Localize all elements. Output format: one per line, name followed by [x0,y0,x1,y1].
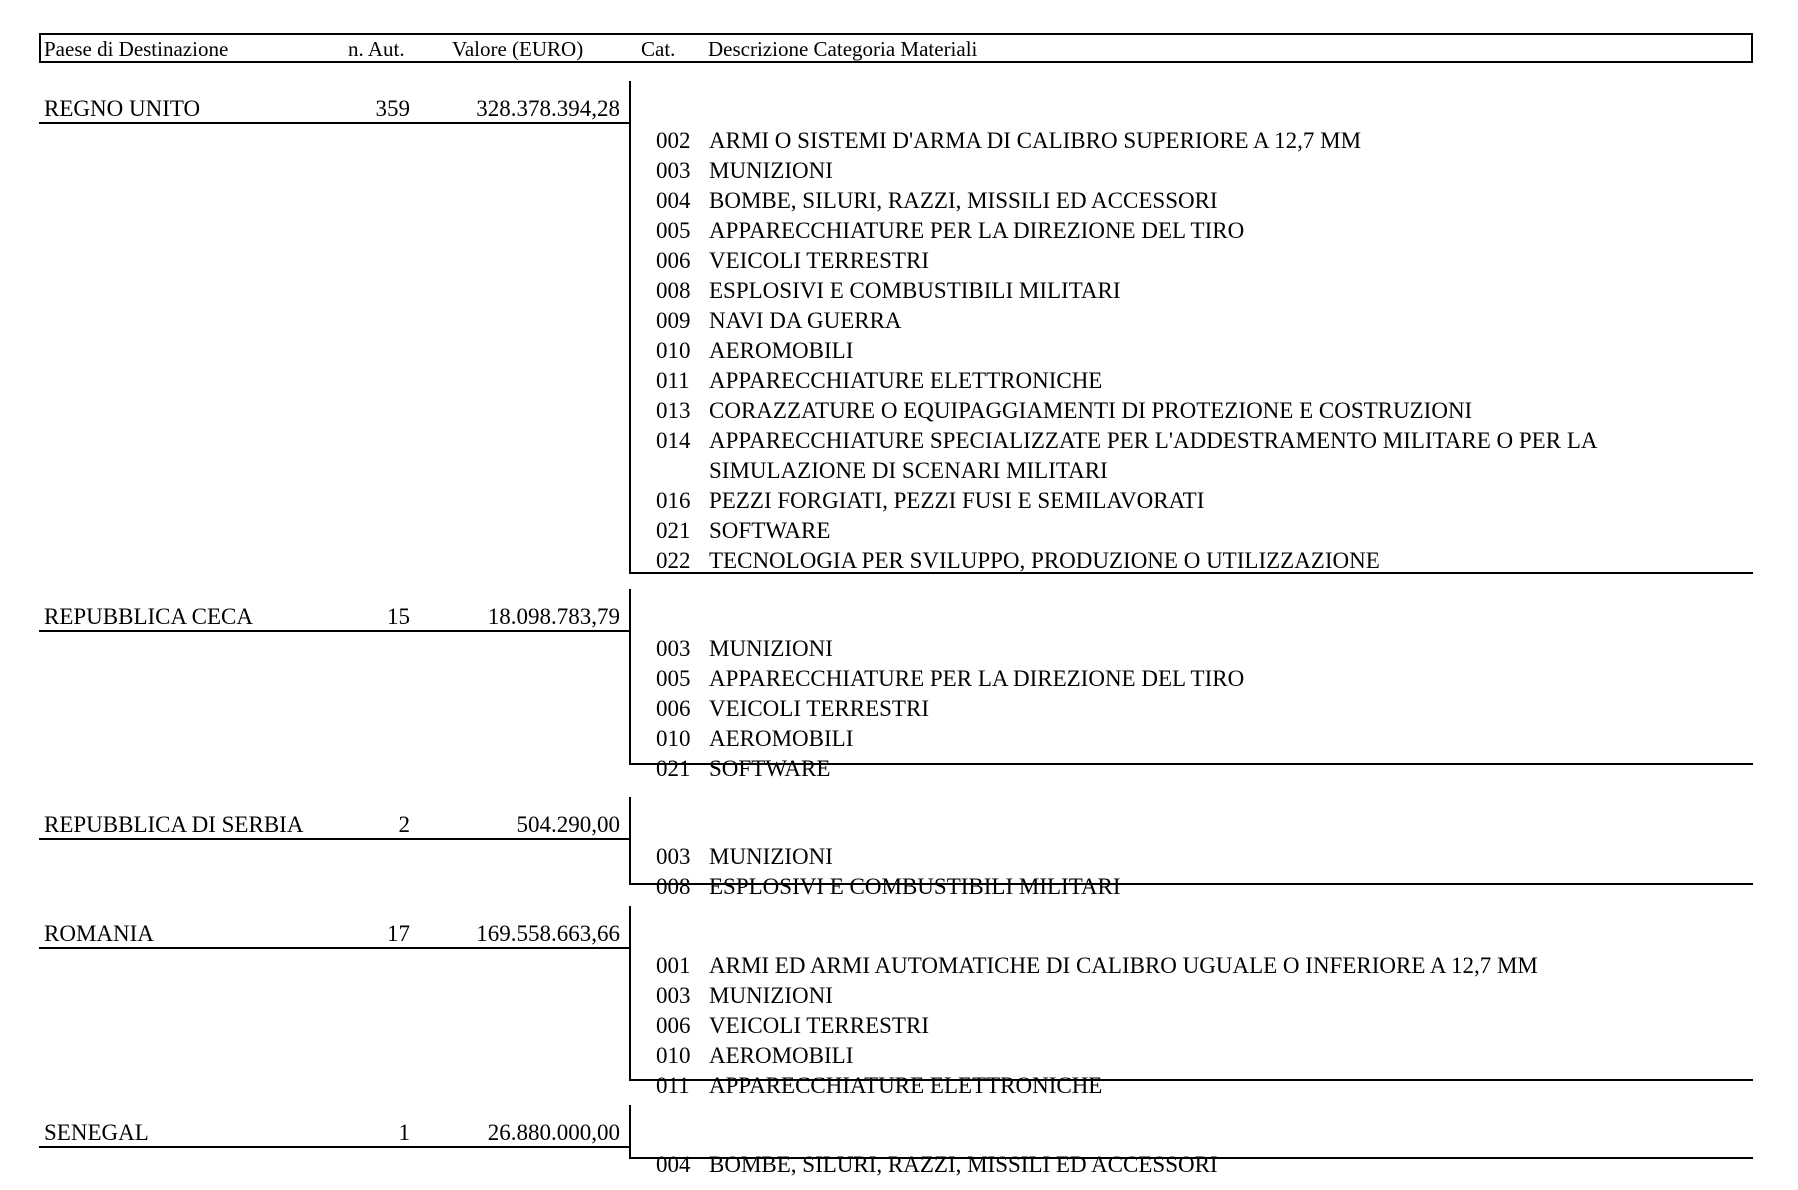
category-row [631,724,1753,754]
category-description: PEZZI FORGIATI, PEZZI FUSI E SEMILAVORATI [709,488,1205,513]
category-code: 003 [656,983,691,1008]
category-row [631,486,1753,516]
category-description: ARMI ED ARMI AUTOMATICHE DI CALIBRO UGUALE O INFERIORE A 12,7 MM [709,953,1538,978]
category-row [631,216,1753,246]
category-code: 005 [656,218,691,243]
category-description: AEROMOBILI [709,338,854,363]
category-code: 006 [656,248,691,273]
category-row [631,754,1753,784]
country-valore: 18.098.783,79 [487,604,620,629]
category-row [631,276,1753,306]
country-n-aut: 359 [375,96,410,121]
header-description: Descrizione Categoria Materiali [708,37,978,61]
category-description: APPARECCHIATURE PER LA DIREZIONE DEL TIRO [709,666,1245,691]
category-description: AEROMOBILI [709,1043,854,1068]
category-row [631,1041,1753,1071]
category-description: ESPLOSIVI E COMBUSTIBILI MILITARI [709,874,1121,899]
category-row [631,634,1753,664]
category-description: BOMBE, SILURI, RAZZI, MISSILI ED ACCESSORI [709,1152,1218,1177]
header-valore: Valore (EURO) [452,37,584,61]
category-description: VEICOLI TERRESTRI [709,1013,929,1038]
country-divider [39,947,630,949]
country-name: REGNO UNITO [44,96,201,121]
country-valore: 504.290,00 [516,812,620,837]
category-row [631,516,1753,546]
category-row [631,366,1753,396]
category-description: SOFTWARE [709,518,831,543]
country-n-aut: 15 [387,604,410,629]
category-row [631,1150,1753,1180]
category-row [631,872,1753,902]
category-code: 013 [656,398,691,423]
category-description: VEICOLI TERRESTRI [709,248,929,273]
category-row [631,951,1753,981]
category-code: 003 [656,844,691,869]
country-divider [39,838,630,840]
country-valore: 26.880.000,00 [487,1120,620,1145]
category-description: SOFTWARE [709,756,831,781]
category-code: 004 [656,188,691,213]
category-row [631,126,1753,156]
category-description: NAVI DA GUERRA [709,308,902,333]
category-row [631,1011,1753,1041]
category-description: AEROMOBILI [709,726,854,751]
category-list [631,126,1753,576]
category-code: 008 [656,874,691,899]
category-row [631,1071,1753,1101]
category-code: 014 [656,428,691,453]
country-n-aut: 17 [387,921,410,946]
category-code: 003 [656,636,691,661]
category-row [631,186,1753,216]
category-code: 016 [656,488,691,513]
category-description: MUNIZIONI [709,983,833,1008]
category-description: APPARECCHIATURE SPECIALIZZATE PER L'ADDESTRAMENTO MILITARE O PER LA SIMULAZIONE DI SCENARI MILITARI [709,428,1597,483]
category-list [631,951,1753,1101]
category-code: 011 [656,1073,690,1098]
category-box [629,81,1753,574]
category-row [631,396,1753,426]
category-box [629,797,1753,899]
category-description: ESPLOSIVI E COMBUSTIBILI MILITARI [709,278,1121,303]
category-code: 010 [656,726,691,751]
category-description: APPARECCHIATURE ELETTRONICHE [709,368,1103,393]
category-description: MUNIZIONI [709,158,833,183]
category-code: 006 [656,1013,691,1038]
country-name: REPUBBLICA DI SERBIA [44,812,304,837]
category-row [631,694,1753,724]
country-n-aut: 1 [398,1120,410,1145]
country-divider [39,630,630,632]
category-row [631,842,1753,872]
category-description: CORAZZATURE O EQUIPAGGIAMENTI DI PROTEZIONE E COSTRUZIONI [709,398,1473,423]
category-code: 010 [656,1043,691,1068]
category-code: 021 [656,518,691,543]
category-list [631,634,1753,784]
country-name: ROMANIA [44,921,154,946]
category-code: 008 [656,278,691,303]
category-description: TECNOLOGIA PER SVILUPPO, PRODUZIONE O UTILIZZAZIONE [709,548,1380,573]
country-name: SENEGAL [44,1120,149,1145]
country-name: REPUBBLICA CECA [44,604,253,629]
category-description: APPARECCHIATURE ELETTRONICHE [709,1073,1103,1098]
header-cat: Cat. [641,37,676,61]
category-box [629,1105,1753,1177]
category-list [631,842,1753,902]
category-code: 022 [656,548,691,573]
category-code: 002 [656,128,691,153]
country-valore: 169.558.663,66 [476,921,620,946]
category-row [631,981,1753,1011]
category-code: 021 [656,756,691,781]
category-box [629,589,1753,781]
category-row [631,426,1753,486]
header-n-aut: n. Aut. [348,37,405,61]
category-row [631,336,1753,366]
category-row [631,664,1753,694]
country-n-aut: 2 [398,812,410,837]
category-code: 011 [656,368,690,393]
category-list [631,1150,1753,1180]
category-code: 010 [656,338,691,363]
category-row [631,156,1753,186]
category-description: APPARECCHIATURE PER LA DIREZIONE DEL TIRO [709,218,1245,243]
category-description: MUNIZIONI [709,636,833,661]
category-box [629,906,1753,1098]
category-code: 005 [656,666,691,691]
header-country: Paese di Destinazione [44,37,229,61]
category-code: 009 [656,308,691,333]
category-description: MUNIZIONI [709,844,833,869]
category-code: 006 [656,696,691,721]
country-divider [39,1146,630,1148]
table-header [39,33,1753,63]
category-code: 001 [656,953,691,978]
category-row [631,546,1753,576]
category-row [631,306,1753,336]
country-divider [39,122,630,124]
category-row [631,246,1753,276]
category-description: BOMBE, SILURI, RAZZI, MISSILI ED ACCESSORI [709,188,1218,213]
category-description: VEICOLI TERRESTRI [709,696,929,721]
country-valore: 328.378.394,28 [476,96,620,121]
category-code: 003 [656,158,691,183]
category-description: ARMI O SISTEMI D'ARMA DI CALIBRO SUPERIORE A 12,7 MM [709,128,1362,153]
category-code: 004 [656,1152,691,1177]
